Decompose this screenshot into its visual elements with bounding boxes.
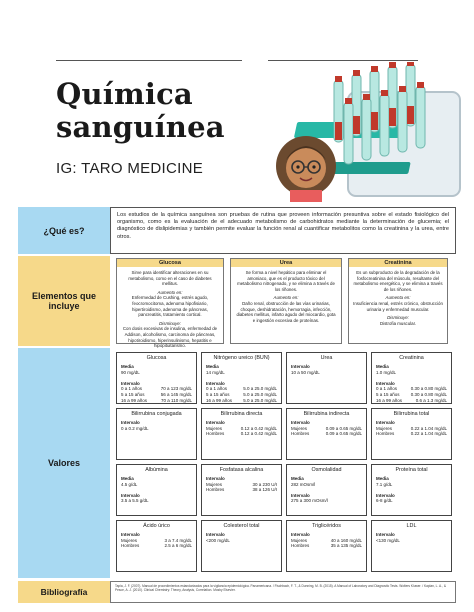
- value-line-label: 0 a 1 años: [376, 386, 398, 392]
- value-line-label: 5 a 15 años: [206, 391, 230, 397]
- value-line-label: Media: [121, 476, 134, 481]
- value-card-title: Bilirrubina indirecta: [303, 411, 350, 417]
- value-line-label: Media: [376, 476, 389, 481]
- value-line: [291, 431, 362, 437]
- value-line-value: 0.6 a 1.3 mg/dL: [415, 397, 447, 403]
- value-line-label: Intervalo: [206, 476, 225, 481]
- value-line: [121, 543, 192, 549]
- value-card: [201, 520, 282, 572]
- value-line-label: Intervalo: [121, 492, 140, 498]
- value-line-label: 16 a 99 años: [121, 397, 148, 403]
- value-line-label: 16 a 99 años: [206, 397, 233, 403]
- page-title: [56, 78, 225, 144]
- value-line: [376, 498, 447, 504]
- value-line-label: Intervalo: [376, 420, 395, 425]
- value-line-label: 1.0 mg/dL: [376, 369, 397, 375]
- element-urea: [230, 258, 342, 344]
- value-line-label: 4.5 g/dL: [121, 481, 138, 487]
- element-down-title: Disminuye:: [159, 320, 181, 326]
- value-card-title: Bilirrubina conjugada: [131, 411, 182, 417]
- value-line-label: 5 a 15 años: [121, 391, 145, 397]
- element-desc: Es un subproducto de la degradación de la fosfocreatinina del músculo, resultante del metabolismo energético, y se elimina a través de los riñones.: [353, 270, 443, 292]
- value-card-title: Triglicéridos: [312, 523, 341, 529]
- value-line: [206, 538, 277, 544]
- element-up-title: Aumenta en:: [385, 295, 411, 301]
- value-line-value: 0.09 a 0.65 mg/dL: [325, 425, 362, 431]
- elementos-label: Elementos que incluye: [18, 256, 110, 346]
- value-line-label: 3.5 a 5.5 g/dL: [121, 498, 149, 504]
- value-line-label: Mujeres: [206, 481, 223, 487]
- value-line-label: Media: [206, 364, 219, 369]
- value-line-label: Intervalo: [376, 380, 395, 386]
- value-line: [121, 498, 192, 504]
- element-up: Enfermedad de Cushing, estrés agudo, feocromocitoma, adenoma hipofisiario, hipertiroidismo, adenoma de páncreas, pancreatitis, tratamiento cortical.: [131, 295, 209, 318]
- value-line-label: Hombres: [206, 431, 225, 437]
- element-up: Daño renal, obstrucción de las vías urinarias, choque, deshidratación, hemorragia, infección, diabetes mellitus, infarto agudo del miocardio, gota e ingestión excesiva de proteínas.: [236, 300, 336, 323]
- value-line-label: <130 mg/dL: [376, 537, 400, 543]
- value-line-label: Mujeres: [291, 425, 308, 431]
- value-card-title: Osmolalidad: [311, 467, 342, 473]
- value-line-value: 2.5 a 6 mg/dL: [164, 543, 192, 549]
- que-es-text: Los estudios de la química sanguínea son pruebas de rutina que proveen información presuntiva sobre el estado fisiológico del organismo, como es la evaluación de el adecuado metabolismo de carbohidratos mediante la determinación de glucemia; el diagnóstico de dislipidemias y también permite evaluar la función renal al cuantificar metabolitos como la creatinina y la urea, entre otros.: [110, 207, 456, 254]
- value-line-value: 56 a 145 mg/dL: [160, 391, 192, 397]
- value-card: [201, 464, 282, 516]
- value-line-label: 90 mg/dL: [121, 369, 140, 375]
- value-line: [376, 431, 447, 437]
- value-card: [371, 352, 452, 404]
- value-line-label: Intervalo: [121, 380, 140, 386]
- elementos-content: [110, 256, 456, 349]
- value-line-value: 0.09 a 0.65 mg/dL: [325, 431, 362, 437]
- value-line-label: Intervalo: [121, 420, 140, 425]
- ig-handle: IG: TARO MEDICINE: [56, 160, 204, 177]
- value-line: [376, 538, 447, 544]
- value-line-label: 14 mg/dL: [206, 369, 225, 375]
- header-illustration: [270, 62, 470, 202]
- value-card: [286, 408, 367, 460]
- value-line-label: Intervalo: [121, 532, 140, 537]
- value-card: [116, 352, 197, 404]
- value-card: [371, 464, 452, 516]
- value-line-label: Hombres: [121, 543, 140, 549]
- value-line-label: 275 a 300 mOsm/l: [291, 498, 328, 504]
- value-line-value: 0.30 a 0.80 mg/dL: [410, 386, 447, 392]
- value-line: [291, 370, 362, 376]
- value-line: [206, 431, 277, 437]
- value-card: [286, 464, 367, 516]
- header-rule-right: [268, 60, 418, 61]
- value-card-title: Creatinina: [399, 355, 424, 361]
- value-card: [116, 408, 197, 460]
- value-line-label: 282 mOsm/l: [291, 481, 316, 487]
- value-card-title: Urea: [320, 355, 333, 361]
- value-line-label: 0 a 1 años: [206, 386, 228, 392]
- value-line: [206, 487, 277, 493]
- element-up: Insuficiencia renal, estrés crónico, obstrucción urinaria y enfermedad muscular.: [353, 300, 443, 312]
- value-line-label: 6-8 g/dL: [376, 498, 393, 504]
- element-glucosa: [116, 258, 224, 349]
- value-line: [376, 398, 447, 404]
- value-line-label: Intervalo: [291, 364, 310, 369]
- value-line-label: Intervalo: [291, 532, 310, 537]
- element-up-title: Aumento en:: [157, 289, 183, 295]
- value-line-label: Hombres: [291, 431, 310, 437]
- value-line-label: Hombres: [206, 487, 225, 493]
- value-line-value: 70 a 110 mg/dL: [161, 397, 192, 403]
- value-line-label: Media: [291, 476, 304, 481]
- value-card-title: Bilirrubina directa: [220, 411, 263, 417]
- value-card-title: Fosfatasa alcalina: [219, 467, 264, 473]
- value-line-value: 0.22 a 1.04 mg/dL: [410, 431, 447, 437]
- value-line-label: Intervalo: [291, 492, 310, 498]
- value-line-value: 0.12 a 0.42 mg/dL: [240, 431, 277, 437]
- value-line-label: Mujeres: [121, 537, 138, 543]
- value-line-label: Intervalo: [291, 420, 310, 425]
- value-line-label: Mujeres: [376, 425, 393, 431]
- valores-grid: [110, 348, 456, 578]
- value-line-label: 5 a 15 años: [376, 391, 400, 397]
- value-card: [116, 520, 197, 572]
- value-card: [201, 408, 282, 460]
- value-card: [371, 408, 452, 460]
- page-title-line2: sanguínea: [56, 110, 225, 144]
- bibliografia-label: Bibliografía: [18, 581, 110, 603]
- value-card-title: Proteína total: [395, 467, 428, 473]
- value-line-label: 0 a 1 años: [121, 386, 143, 392]
- page-title-line1: Química: [56, 77, 193, 111]
- value-line: [291, 543, 362, 549]
- value-line-label: Intervalo: [206, 420, 225, 425]
- element-title: Creatinina: [349, 259, 447, 267]
- element-down: Distrofia muscular.: [379, 320, 417, 326]
- value-line: [291, 498, 362, 504]
- element-creatinina: [348, 258, 448, 344]
- value-line-label: 16 a 99 años: [376, 397, 403, 403]
- value-card: [286, 520, 367, 572]
- element-title: Glucosa: [117, 259, 223, 267]
- avatar: [276, 136, 336, 202]
- element-desc: Se forma a nivel hepático para eliminar el amoniaco, que es el producto tóxico del metabolismo nitrogenado, y se elimina a través de los riñones.: [237, 270, 335, 292]
- value-card-title: Bilirrubina total: [393, 411, 430, 417]
- value-line-label: 7.1 g/dL: [376, 481, 393, 487]
- value-line-value: 38 a 126 U/I: [252, 487, 277, 493]
- value-line-value: 30 a 230 U/I: [252, 481, 277, 487]
- value-line-label: Intervalo: [376, 492, 395, 498]
- value-card-title: LDL: [406, 523, 417, 529]
- value-line-value: 0.30 a 0.80 mg/dL: [410, 391, 447, 397]
- value-card-title: Ácido úrico: [143, 523, 170, 529]
- value-line-value: 40 a 160 mg/dL: [330, 537, 362, 543]
- element-desc: Sirve para identificar alteraciones en su metabolismo, como en el caso de diabetes mellitus.: [128, 270, 212, 287]
- value-card: [116, 464, 197, 516]
- value-line-label: Intervalo: [206, 532, 225, 537]
- value-line-value: 5.0 a 25.0 mg/dL: [243, 397, 277, 403]
- bibliografia-text: Tapia, J. F. (2007). Manual de procedimientos estandarizados para la vigilancia epidemiológica. Panamericana. / Fischbach, F. T., & Dunning, M. B. (2015). A Manual of Laboratory and Diagnostic Tests. Wolters Kluwer. / Kaplan, L. A., & Pesce, A. J. (2010). Clinical Chemistry: Theory, Analysis, Correlation. Mosby Elsevier.: [110, 581, 456, 603]
- element-down-title: Disminuye:: [387, 315, 409, 321]
- value-line-value: 35 a 135 mg/dL: [330, 543, 362, 549]
- element-up-title: Aumento en:: [273, 295, 299, 301]
- value-line: [121, 426, 192, 432]
- value-card: [286, 352, 367, 404]
- value-line-label: Intervalo: [376, 532, 395, 537]
- value-line-value: 0.12 a 0.42 mg/dL: [240, 425, 277, 431]
- value-line-value: 3 a 7.4 mg/dL: [164, 537, 192, 543]
- valores-label: Valores: [18, 348, 110, 578]
- value-line-label: Hombres: [376, 431, 395, 437]
- value-card-title: Glucosa: [146, 355, 167, 361]
- value-card-title: Nitrógeno ureico (BUN): [213, 355, 270, 361]
- value-card: [201, 352, 282, 404]
- value-card-title: Albúmina: [145, 467, 168, 473]
- que-es-label: ¿Qué es?: [18, 207, 110, 254]
- value-line-label: Intervalo: [206, 380, 225, 386]
- element-title: Urea: [231, 259, 341, 267]
- value-card: [371, 520, 452, 572]
- value-line-label: <200 mg/dL: [206, 537, 230, 543]
- element-down: Con dosis excesivas de insulina, enfermedad de Addison, alcoholismo, carcinoma de páncreas, hipotiroidismo, hiperinsulinismo, hepatitis e hipopituitarismo.: [122, 326, 218, 349]
- value-card-title: Colesterol total: [223, 523, 260, 529]
- value-line-value: 5.0 a 25.0 mg/dL: [243, 386, 277, 392]
- value-line-value: 0.22 a 1.04 mg/dL: [410, 425, 447, 431]
- value-line: [206, 398, 277, 404]
- header-rule-left: [56, 60, 242, 61]
- value-line-label: Mujeres: [291, 537, 308, 543]
- value-line-label: 0 a 0.2 mg/dL: [121, 425, 149, 431]
- value-line-value: 5.0 a 25.0 mg/dL: [243, 391, 277, 397]
- value-line-label: Hombres: [291, 543, 310, 549]
- value-line-label: Media: [121, 364, 134, 369]
- value-line-label: 10 a 50 mg/dL: [291, 369, 320, 375]
- value-line: [121, 398, 192, 404]
- value-line-label: Media: [376, 364, 389, 369]
- value-line-label: Mujeres: [206, 425, 223, 431]
- value-line-value: 70 a 123 mg/dL: [160, 386, 192, 392]
